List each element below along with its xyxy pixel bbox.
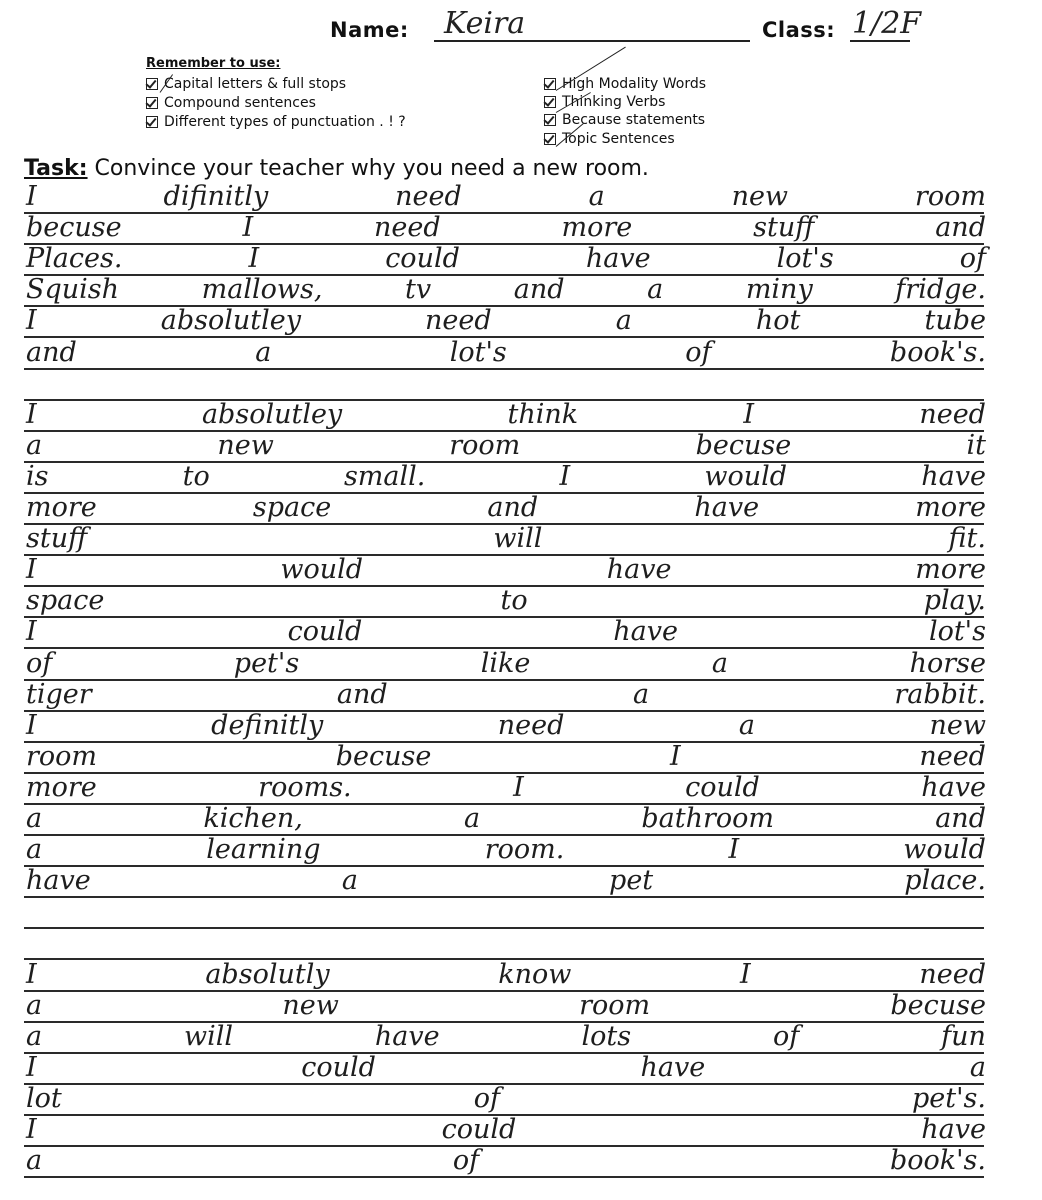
handwritten-word: have (694, 492, 760, 523)
handwritten-line (26, 677, 986, 708)
handwritten-word: I (728, 834, 740, 865)
handwritten-word: absolutley (160, 305, 301, 336)
handwritten-line (26, 1081, 986, 1112)
checklist-item: Capital letters & full stops (146, 76, 346, 92)
handwritten-word: absolutly (205, 959, 330, 990)
handwritten-word: a (711, 648, 729, 679)
handwritten-word: and (336, 679, 388, 710)
ruled-line (24, 1176, 984, 1178)
handwritten-line (26, 179, 986, 210)
handwritten-line (26, 272, 986, 303)
handwritten-word: it (966, 430, 986, 461)
handwritten-line (26, 428, 986, 459)
handwritten-word: bathroom (641, 803, 774, 834)
handwritten-word: becuse (335, 741, 432, 772)
handwritten-word: a (26, 1021, 43, 1052)
handwritten-word: kichen, (203, 803, 303, 834)
handwritten-word: fun (941, 1021, 986, 1052)
handwritten-word: lot's (928, 616, 986, 647)
handwritten-word: I (26, 181, 37, 212)
handwritten-word: more (915, 492, 986, 523)
handwritten-word: new (731, 181, 789, 212)
handwritten-word: mallows, (201, 274, 323, 305)
handwritten-word: I (513, 772, 524, 803)
handwritten-word: have (585, 243, 651, 274)
checklist-item: Thinking Verbs (544, 94, 665, 110)
handwritten-word: becuse (890, 990, 986, 1021)
handwritten-word: and (487, 492, 539, 523)
handwritten-word: rabbit. (894, 679, 986, 710)
handwritten-word: tiger (26, 679, 92, 710)
handwritten-word: room (26, 741, 98, 772)
handwritten-word: book's. (889, 1145, 986, 1176)
handwritten-line (26, 894, 986, 925)
handwritten-word: a (615, 305, 632, 336)
handwritten-line (26, 988, 986, 1019)
handwritten-word: need (919, 959, 986, 990)
handwritten-word: think (507, 399, 579, 430)
handwritten-word: lot's (449, 337, 507, 368)
handwritten-word: and (935, 212, 986, 243)
handwritten-word: I (26, 554, 37, 585)
checklist-item: Topic Sentences (544, 131, 675, 147)
handwritten-line (26, 1112, 986, 1143)
handwritten-line (26, 521, 986, 552)
handwritten-word: of (452, 1145, 480, 1176)
handwritten-word: I (242, 212, 254, 243)
handwritten-word: stuff (26, 523, 88, 554)
handwritten-word: absolutley (201, 399, 343, 430)
handwritten-word: could (685, 772, 760, 803)
handwritten-word: pet's (233, 648, 300, 679)
handwritten-word: need (374, 212, 441, 243)
handwritten-word: would (280, 554, 364, 585)
handwritten-word: will (493, 523, 543, 554)
handwritten-word: a (26, 430, 43, 461)
handwritten-word: have (921, 1114, 986, 1145)
handwritten-word: becuse (695, 430, 792, 461)
handwritten-word: space (252, 492, 332, 523)
handwritten-line (26, 1050, 986, 1081)
handwritten-word: room (914, 181, 986, 212)
handwritten-line (26, 863, 986, 894)
handwritten-word: have (26, 865, 91, 896)
handwritten-word: difinitly (163, 181, 269, 212)
checklist-item: High Modality Words (544, 76, 706, 92)
handwritten-word: room (449, 430, 521, 461)
handwritten-word: to (182, 461, 210, 492)
handwritten-line (26, 552, 986, 583)
handwritten-word: definitly (211, 710, 324, 741)
handwritten-line (26, 801, 986, 832)
handwritten-line (26, 739, 986, 770)
handwritten-word: lots (581, 1021, 632, 1052)
handwritten-word: a (969, 1052, 986, 1083)
name-label: Name: (330, 18, 409, 42)
handwritten-word: play. (923, 585, 986, 616)
handwritten-word: a (647, 274, 664, 305)
handwritten-line (26, 708, 986, 739)
handwritten-word: of (473, 1083, 500, 1114)
handwritten-line (26, 397, 986, 428)
handwritten-word: I (26, 399, 37, 430)
handwritten-word: would (704, 461, 788, 492)
handwritten-line (26, 832, 986, 863)
handwritten-word: I (743, 399, 755, 430)
handwritten-line (26, 241, 986, 272)
handwritten-word: have (921, 461, 986, 492)
handwritten-line (26, 770, 986, 801)
handwritten-word: I (26, 305, 37, 336)
handwritten-word: hot (755, 305, 801, 336)
handwritten-line (26, 646, 986, 677)
task-label: Task: (24, 156, 88, 181)
handwritten-word: space (26, 585, 105, 616)
handwritten-word: have (374, 1021, 440, 1052)
handwritten-word: a (738, 710, 755, 741)
handwritten-word: room. (484, 834, 565, 865)
handwritten-word: a (26, 834, 43, 865)
handwritten-word: horse (909, 648, 986, 679)
handwritten-word: need (395, 181, 462, 212)
handwritten-word: of (959, 243, 986, 274)
handwritten-word: and (26, 337, 77, 368)
handwritten-word: I (740, 959, 751, 990)
checklist-title: Remember to use: (146, 56, 281, 71)
handwritten-word: a (341, 865, 358, 896)
handwritten-word: I (26, 959, 37, 990)
handwritten-word: a (26, 1145, 43, 1176)
handwritten-word: have (921, 772, 986, 803)
handwritten-word: of (773, 1021, 800, 1052)
handwritten-line (26, 1019, 986, 1050)
handwritten-line (26, 335, 986, 366)
handwritten-word: have (606, 554, 672, 585)
handwritten-word: of (26, 648, 53, 679)
handwritten-word: rooms. (258, 772, 352, 803)
handwritten-word: fit. (948, 523, 986, 554)
handwritten-line (26, 925, 986, 956)
handwritten-word: I (248, 243, 260, 274)
handwritten-word: new (282, 990, 339, 1021)
name-value: Keira (444, 6, 526, 41)
handwritten-word: need (497, 710, 565, 741)
handwritten-word: Places. (26, 243, 123, 274)
handwritten-word: stuff (753, 212, 815, 243)
handwritten-word: lot's (776, 243, 834, 274)
handwritten-word: will (184, 1021, 234, 1052)
handwritten-word: know (498, 959, 572, 990)
handwritten-word: could (287, 616, 363, 647)
handwritten-word: a (464, 803, 481, 834)
handwritten-word: could (301, 1052, 376, 1083)
handwritten-word: lot (26, 1083, 62, 1114)
handwritten-word: Squish (26, 274, 120, 305)
handwritten-word: I (559, 461, 571, 492)
handwritten-line (26, 210, 986, 241)
class-label: Class: (762, 18, 836, 42)
task-text: Convince your teacher why you need a new room. (94, 156, 649, 181)
handwritten-word: book's. (889, 337, 986, 368)
handwritten-word: pet (609, 865, 654, 896)
handwritten-word: new (217, 430, 274, 461)
checklist-item: Compound sentences (146, 95, 316, 111)
handwritten-line (26, 490, 986, 521)
handwritten-word: I (669, 741, 681, 772)
handwritten-word: need (919, 399, 986, 430)
handwritten-word: and (935, 803, 986, 834)
handwritten-line (26, 614, 986, 645)
handwritten-word: and (513, 274, 565, 305)
handwritten-line (26, 1143, 986, 1174)
handwritten-word: a (632, 679, 650, 710)
handwritten-word: is (26, 461, 49, 492)
handwritten-word: more (26, 492, 97, 523)
handwritten-word: a (255, 337, 272, 368)
handwritten-word: more (26, 772, 97, 803)
handwritten-word: pet's. (912, 1083, 986, 1114)
handwritten-word: have (640, 1052, 706, 1083)
handwritten-word: like (480, 648, 531, 679)
handwritten-word: small. (343, 461, 426, 492)
handwritten-word: more (561, 212, 633, 243)
checklist-item: Because statements (544, 112, 705, 128)
handwritten-word: miny (745, 274, 813, 305)
handwritten-word: could (385, 243, 460, 274)
handwritten-word: more (915, 554, 986, 585)
handwritten-word: to (500, 585, 528, 616)
handwritten-word: tv (405, 274, 432, 305)
handwritten-word: I (26, 710, 37, 741)
handwritten-line (26, 459, 986, 490)
handwritten-word: becuse (26, 212, 122, 243)
handwritten-word: have (613, 616, 678, 647)
handwritten-line (26, 957, 986, 988)
handwritten-line (26, 366, 986, 397)
handwritten-word: I (26, 616, 37, 647)
handwritten-word: fridge. (895, 274, 986, 305)
handwritten-word: of (685, 337, 712, 368)
handwritten-word: new (929, 710, 986, 741)
handwritten-word: need (919, 741, 986, 772)
handwritten-word: place. (904, 865, 986, 896)
handwritten-word: I (26, 1052, 37, 1083)
handwritten-word: need (425, 305, 492, 336)
handwritten-word: a (588, 181, 605, 212)
handwritten-line (26, 303, 986, 334)
handwritten-word: learning (206, 834, 321, 865)
handwritten-word: a (26, 990, 43, 1021)
handwritten-line (26, 583, 986, 614)
handwritten-word: would (903, 834, 986, 865)
handwritten-word: could (441, 1114, 517, 1145)
handwritten-word: a (26, 803, 43, 834)
checklist-item: Different types of punctuation . ! ? (146, 114, 406, 130)
handwritten-word: I (26, 1114, 37, 1145)
handwritten-word: room (579, 990, 651, 1021)
handwritten-word: tube (924, 305, 986, 336)
class-value: 1/2F (852, 6, 922, 41)
